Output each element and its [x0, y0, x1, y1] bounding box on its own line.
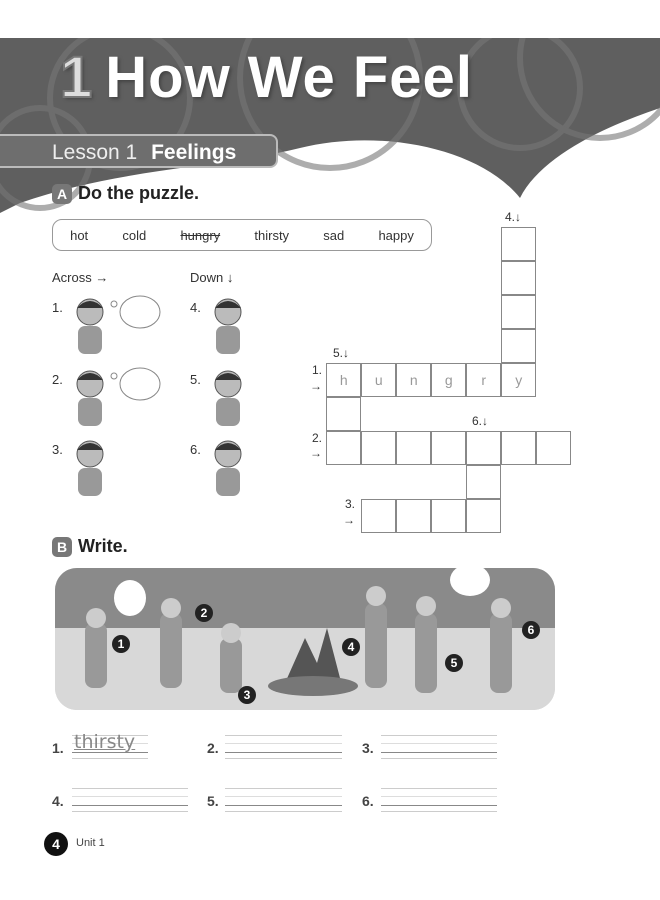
campfire-scene-illustration	[55, 568, 555, 710]
scene-number-marker: 4	[342, 638, 360, 656]
section-a-instruction: Do the puzzle.	[78, 183, 199, 203]
write-item-number: 1.	[52, 740, 64, 756]
crossword-cell[interactable]	[361, 499, 396, 533]
crossword-cell[interactable]: y	[501, 363, 536, 397]
write-item-number: 4.	[52, 793, 64, 809]
clue-number: 2.	[52, 372, 63, 387]
crossword-clue-label: 6.↓	[472, 414, 489, 428]
crossword-clue-label: 1.	[312, 363, 323, 377]
crossword-cell[interactable]: n	[396, 363, 431, 397]
page-title: 1 How We Feel	[60, 45, 473, 110]
scene-number-marker: 3	[238, 686, 256, 704]
crossword-cell[interactable]	[396, 431, 431, 465]
crossword-cell[interactable]	[536, 431, 571, 465]
child-feeling-illustration	[210, 436, 300, 503]
word-bank-word: sad	[323, 227, 345, 243]
crossword-cell[interactable]: h	[326, 363, 361, 397]
write-answer-line[interactable]	[225, 788, 342, 812]
page-number: 4	[44, 832, 68, 856]
write-item-number: 3.	[362, 740, 374, 756]
crossword-clue-label: 3.	[345, 497, 356, 511]
word-bank	[52, 219, 432, 251]
child-feeling-illustration	[210, 366, 300, 433]
clue-number: 1.	[52, 300, 63, 315]
lesson-tab: Lesson 1 Feelings	[0, 134, 278, 168]
example-answer: thirsty	[74, 731, 136, 753]
write-item-number: 2.	[207, 740, 219, 756]
section-b-badge: B	[52, 537, 72, 557]
crossword-cell[interactable]	[466, 499, 501, 533]
across-arrow: →	[310, 446, 322, 460]
across-arrow: →	[343, 513, 355, 527]
word-bank-word: hungry	[180, 227, 221, 243]
clue-number: 6.	[190, 442, 201, 457]
crossword-cell[interactable]: u	[361, 363, 396, 397]
scene-number-marker: 1	[112, 635, 130, 653]
crossword-cell[interactable]	[501, 329, 536, 363]
crossword-cell[interactable]	[501, 295, 536, 329]
crossword-cell[interactable]	[361, 431, 396, 465]
child-feeling-illustration	[72, 294, 162, 361]
write-answer-line[interactable]	[72, 788, 188, 812]
crossword-cell[interactable]	[466, 465, 501, 499]
write-answer-line[interactable]	[381, 788, 497, 812]
unit-label: Unit 1	[76, 837, 105, 849]
child-feeling-illustration	[210, 294, 300, 361]
section-a-badge: A	[52, 184, 72, 204]
section-a-heading	[52, 183, 199, 204]
crossword-clue-label: 5.↓	[333, 346, 350, 360]
crossword-clue-label: 2.	[312, 431, 323, 445]
crossword-cell[interactable]	[501, 431, 536, 465]
crossword-cell[interactable]	[326, 431, 361, 465]
crossword-cell[interactable]	[326, 397, 361, 431]
crossword-cell[interactable]: r	[466, 363, 501, 397]
clue-number: 3.	[52, 442, 63, 457]
clue-number: 4.	[190, 300, 201, 315]
scene-background	[55, 568, 555, 710]
write-item-number: 5.	[207, 793, 219, 809]
section-b-heading	[52, 536, 128, 557]
word-bank-word: hot	[70, 227, 89, 243]
crossword-cell[interactable]	[431, 431, 466, 465]
write-answer-line[interactable]	[225, 735, 342, 759]
clue-number: 5.	[190, 372, 201, 387]
scene-number-marker: 2	[195, 604, 213, 622]
word-bank-word: happy	[378, 227, 414, 243]
crossword-clue-label: 4.↓	[505, 210, 522, 224]
crossword-cell[interactable]	[501, 261, 536, 295]
across-arrow: →	[310, 379, 322, 393]
crossword-cell[interactable]	[396, 499, 431, 533]
scene-number-marker: 5	[445, 654, 463, 672]
crossword-cell[interactable]	[431, 499, 466, 533]
write-answer-line[interactable]	[381, 735, 497, 759]
scene-number-marker: 6	[522, 621, 540, 639]
down-label: Down ↓	[190, 270, 234, 285]
write-item-number: 6.	[362, 793, 374, 809]
crossword-cell[interactable]	[466, 431, 501, 465]
section-b-instruction: Write.	[78, 536, 128, 556]
across-label: Across →	[52, 270, 109, 285]
child-feeling-illustration	[72, 436, 162, 503]
word-bank-word: thirsty	[254, 227, 290, 243]
word-bank-word: cold	[122, 227, 147, 243]
child-feeling-illustration	[72, 366, 162, 433]
crossword-cell[interactable]: g	[431, 363, 466, 397]
crossword-cell[interactable]	[501, 227, 536, 261]
